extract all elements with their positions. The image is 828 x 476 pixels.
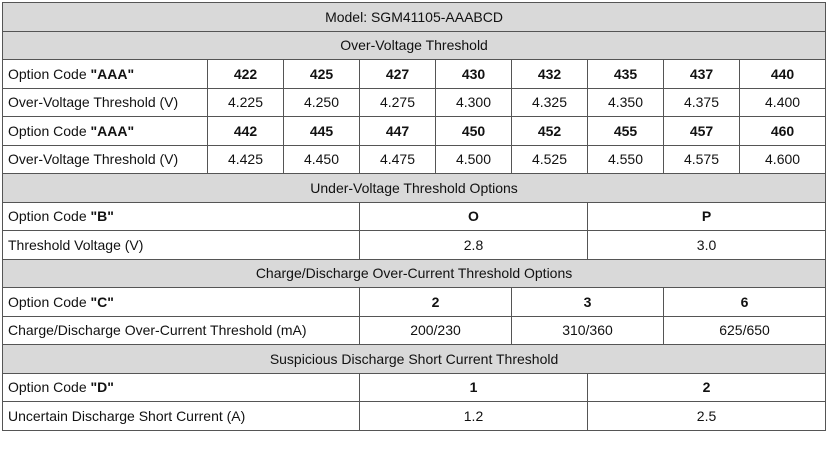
ov-value: 4.400 — [740, 88, 826, 117]
uv-value: 3.0 — [588, 231, 826, 260]
sc-code-label — [3, 373, 360, 402]
sc-code: 1 — [360, 373, 588, 402]
oc-value-row — [3, 316, 826, 345]
ov-code-row-1 — [3, 60, 826, 89]
ov-code: 430 — [436, 60, 512, 89]
sc-header-row — [3, 345, 826, 374]
uv-header-row — [3, 174, 826, 203]
option-spec-table — [2, 2, 826, 431]
ov-value: 4.225 — [208, 88, 284, 117]
code-label-prefix: Option Code — [8, 122, 91, 139]
ov-value: 4.425 — [208, 145, 284, 174]
ov-code: 460 — [740, 117, 826, 146]
ov-value: 4.450 — [284, 145, 360, 174]
uv-value-row — [3, 231, 826, 260]
ov-code: 432 — [512, 60, 588, 89]
oc-section-title: Charge/Discharge Over-Current Threshold Options — [3, 259, 826, 288]
ov-value: 4.550 — [588, 145, 664, 174]
sc-current-label: Uncertain Discharge Short Current (A) — [3, 402, 360, 431]
oc-header-row — [3, 259, 826, 288]
ov-code: 422 — [208, 60, 284, 89]
oc-code: 3 — [512, 288, 664, 317]
oc-current-label: Charge/Discharge Over-Current Threshold (mA) — [3, 316, 360, 345]
ov-code: 440 — [740, 60, 826, 89]
ov-value: 4.350 — [588, 88, 664, 117]
ov-code: 435 — [588, 60, 664, 89]
ov-value: 4.250 — [284, 88, 360, 117]
ov-code: 445 — [284, 117, 360, 146]
code-label-prefix: Option Code — [8, 379, 91, 396]
ov-value: 4.525 — [512, 145, 588, 174]
sc-value: 2.5 — [588, 402, 826, 431]
code-label-quote: "B" — [90, 208, 114, 225]
code-label-prefix: Option Code — [8, 208, 91, 225]
ov-code-label — [3, 60, 208, 89]
ov-value: 4.375 — [664, 88, 740, 117]
uv-code: P — [588, 202, 826, 231]
ov-header-row — [3, 31, 826, 60]
code-label-prefix: Option Code — [8, 65, 91, 82]
ov-code-label — [3, 117, 208, 146]
ov-value: 4.300 — [436, 88, 512, 117]
uv-code-label — [3, 202, 360, 231]
ov-code: 457 — [664, 117, 740, 146]
ov-code: 425 — [284, 60, 360, 89]
sc-value: 1.2 — [360, 402, 588, 431]
oc-code-label — [3, 288, 360, 317]
ov-code: 427 — [360, 60, 436, 89]
uv-voltage-label: Threshold Voltage (V) — [3, 231, 360, 260]
uv-section-title: Under-Voltage Threshold Options — [3, 174, 826, 203]
oc-code: 6 — [664, 288, 826, 317]
code-label-quote: "AAA" — [90, 65, 135, 82]
ov-code: 447 — [360, 117, 436, 146]
sc-code: 2 — [588, 373, 826, 402]
code-label-prefix: Option Code — [8, 293, 91, 310]
ov-code: 437 — [664, 60, 740, 89]
ov-value-row-2 — [3, 145, 826, 174]
oc-code: 2 — [360, 288, 512, 317]
oc-code-row — [3, 288, 826, 317]
ov-value: 4.325 — [512, 88, 588, 117]
model-row — [3, 3, 826, 32]
ov-value: 4.575 — [664, 145, 740, 174]
code-label-quote: "AAA" — [90, 122, 135, 139]
ov-code: 455 — [588, 117, 664, 146]
oc-value: 200/230 — [360, 316, 512, 345]
model-title: Model: SGM41105-AAABCD — [3, 3, 826, 32]
uv-code-row — [3, 202, 826, 231]
ov-code: 442 — [208, 117, 284, 146]
uv-code: O — [360, 202, 588, 231]
ov-value-row-1 — [3, 88, 826, 117]
ov-threshold-label: Over-Voltage Threshold (V) — [3, 145, 208, 174]
ov-section-title: Over-Voltage Threshold — [3, 31, 826, 60]
ov-value: 4.275 — [360, 88, 436, 117]
ov-value: 4.600 — [740, 145, 826, 174]
ov-threshold-label: Over-Voltage Threshold (V) — [3, 88, 208, 117]
code-label-quote: "D" — [90, 379, 114, 396]
oc-value: 310/360 — [512, 316, 664, 345]
ov-value: 4.500 — [436, 145, 512, 174]
uv-value: 2.8 — [360, 231, 588, 260]
ov-code: 452 — [512, 117, 588, 146]
code-label-quote: "C" — [90, 293, 114, 310]
ov-code: 450 — [436, 117, 512, 146]
ov-value: 4.475 — [360, 145, 436, 174]
ov-code-row-2 — [3, 117, 826, 146]
sc-code-row — [3, 373, 826, 402]
sc-value-row — [3, 402, 826, 431]
oc-value: 625/650 — [664, 316, 826, 345]
sc-section-title: Suspicious Discharge Short Current Threshold — [3, 345, 826, 374]
